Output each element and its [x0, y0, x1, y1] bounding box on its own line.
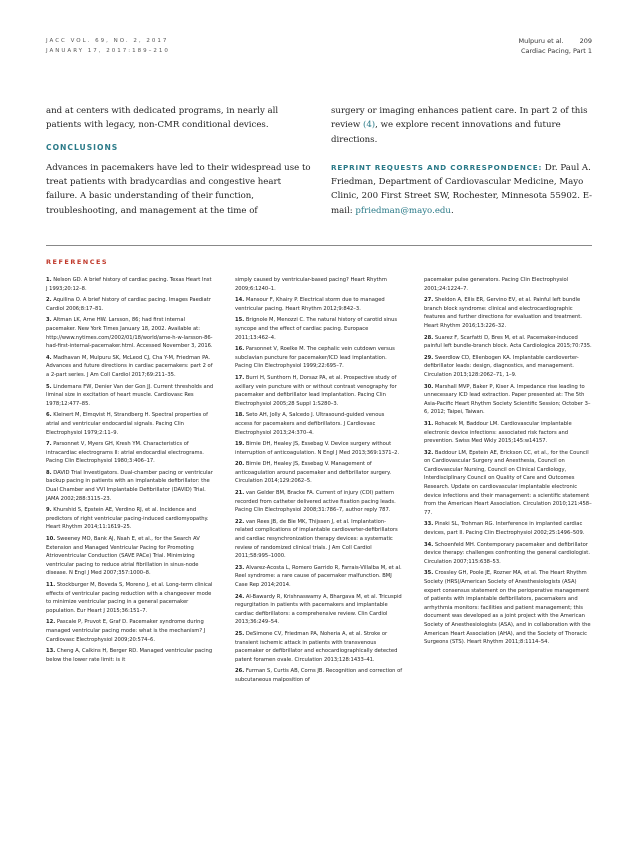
- reference-text: Cheng A, Calkins H, Berger RD. Managed ventricular pacing below the lower rate limit: is it: [46, 648, 213, 663]
- reference-text: Khurshid S, Epstein AE, Verdino RJ, et al. Incidence and predictors of right ventricular pacing-induced cardiomyopathy. Heart Rhythm 2014;11:1619–25.: [46, 507, 209, 531]
- reference-number: 23.: [235, 564, 245, 571]
- reference-item: [46, 581, 214, 615]
- reference-item: [235, 374, 403, 408]
- body-left-column: [46, 104, 312, 218]
- conclusions-paragraph: Advances in pacemakers have led to their widespread use to treat patients with bradycardias and congestive heart failure. A basic understanding of their function, troubleshooting, and management at the time of: [46, 162, 311, 216]
- body-paragraph-continued: surgery or imaging enhances patient care. In part 2 of this review (4), we explore recent innovations and future directions.: [331, 106, 588, 145]
- reference-text: Alvarez-Acosta L, Romero Garrido R, Farrais-Villalba M, et al. Reel syndrome: a rare cause of pacemaker malfunction. BMJ Case Rep 2014;2014.: [235, 564, 402, 588]
- journal-volume: JACC VOL. 69, NO. 2, 2017: [46, 38, 169, 44]
- reference-text: Birnie DH, Healey JS, Essebag V. Device surgery without interruption of anticoagulation. N Engl J Med 2013;369:1371–2.: [235, 441, 400, 456]
- reference-item: [46, 296, 214, 313]
- reference-number: 32.: [424, 449, 434, 456]
- reference-item: [424, 296, 592, 330]
- reference-text: Al-Bawardy R, Krishnaswamy A, Bhargava M, et al. Tricuspid regurgitation in patients with pacemakers and implantable cardiac defibrillators: a comprehensive review. Clin Cardiol 2013;36:249–54.: [235, 593, 402, 626]
- body-right-column: [331, 104, 593, 218]
- reference-item: [235, 440, 403, 457]
- reference-item: [46, 440, 214, 466]
- reference-number: 4.: [46, 354, 52, 361]
- reference-number: 13.: [46, 648, 56, 655]
- reference-item: [424, 569, 592, 646]
- reference-text: Furman S, Curtis AB, Corns JB. Recognition and correction of subcutaneous malposition of: [235, 668, 403, 683]
- reference-number: 27.: [424, 297, 434, 304]
- reference-text: DAVID Trial Investigators. Dual-chamber pacing or ventricular backup pacing in patients with an implantable defibrillator: the Dual Chamber and VVI Implantable Defibrillator (DAVID) Trial. JAMA 2002;288:3115–23.: [46, 469, 213, 502]
- reference-number: 26.: [235, 668, 245, 675]
- reference-number: 28.: [424, 334, 434, 341]
- conclusions-heading: CONCLUSIONS: [46, 142, 119, 152]
- running-header: [518, 37, 592, 56]
- reference-item: [235, 593, 403, 627]
- reference-item: [46, 276, 214, 293]
- reference-item: [424, 334, 592, 351]
- reference-item: [46, 411, 214, 437]
- reference-item: [46, 469, 214, 503]
- references-column-2: [235, 276, 403, 688]
- reference-item: [235, 460, 403, 486]
- reference-item: [235, 345, 403, 371]
- reference-text: Lindemans FW, Denier Van der Gon JJ. Current thresholds and liminal size in excitation of heart muscle. Cardiovasc Res 1978;12:477–85.: [46, 383, 214, 407]
- body-paragraph: and at centers with dedicated programs, in nearly all patients with legacy, non-CMR conditional devices.: [46, 106, 279, 131]
- reference-text: Seto AH, Jolly A, Salcedo J. Ultrasound-guided venous access for pacemakers and defibrillators. J Cardiovasc Electrophysiol 2013;24:370–4.: [235, 412, 385, 436]
- reference-number: 18.: [235, 412, 245, 419]
- reference-item: [235, 667, 403, 684]
- reference-number: 22.: [235, 518, 245, 525]
- reference-item: [235, 411, 403, 437]
- reference-item: [46, 383, 214, 409]
- reference-text: Mansour F, Khairy P. Electrical storm due to managed ventricular pacing. Heart Rhythm 2012;9:842–3.: [235, 297, 385, 312]
- reference-number: 16.: [235, 346, 245, 353]
- reference-text: Sweeney MO, Bank AJ, Nsah E, et al., for the Search AV Extension and Managed Ventricular Pacing for Promoting Atrioventricular Conduction (SAVE PACe) Trial. Minimizing ventricular pacing to reduce atrial fibrillation in sinus-node disease. N Engl J Med 2007;357:1000–8.: [46, 536, 200, 577]
- reprint-block: REPRINT REQUESTS AND CORRESPONDENCE: Dr. Paul A. Friedman, Department of Cardiovascular Medicine, Mayo Clinic, 200 First Street SW, Rochester, Minnesota 55902. E-mail: pfriedman@mayo.edu.: [331, 162, 593, 216]
- reference-number: 31.: [424, 420, 434, 427]
- reference-text: Baddour LM, Epstein AE, Erickson CC, et al., for the Council on Cardiovascular Surgery and Anesthesia, Council on Cardiovascular Nursing, Council on Clinical Cardiology, Interdisciplinary Council on Quality of Care and Outcomes Research. Update on cardiovascular implantable electronic device infections and their management: a scientific statement from the American Heart Association. Circulation 2010;121:458–77.: [424, 449, 592, 516]
- page-number: 209: [579, 37, 592, 45]
- references-heading: REFERENCES: [46, 258, 109, 266]
- reference-item: [46, 647, 214, 664]
- reference-text: Kleinert M, Elmqvist H, Strandberg H. Spectral properties of atrial and ventricular endocardial signals. Pacing Clin Electrophysiol 1979;2:11–9.: [46, 412, 208, 436]
- reference-number: 11.: [46, 582, 56, 588]
- reference-text: Brignole M, Menozzi C. The natural history of carotid sinus syncope and the effect of cardiac pacing. Europace 2011;13:462–4.: [235, 317, 398, 341]
- reference-item: [46, 535, 214, 578]
- reference-number: 17.: [235, 374, 245, 381]
- reference-item: [235, 630, 403, 664]
- reference-item: [235, 316, 403, 342]
- references-column-3: [424, 276, 592, 650]
- reference-item: [46, 618, 214, 644]
- reference-number: 10.: [46, 536, 56, 543]
- reference-number: 2.: [46, 297, 52, 304]
- journal-date: JANUARY 17, 2017:189–210: [46, 47, 170, 54]
- reference-number: 7.: [46, 441, 52, 448]
- reference-number: 12.: [46, 619, 56, 626]
- reference-text: van Gelder BM, Bracke FA. Current of injury (COI) pattern recorded from catheter delivered active fixation pacing leads. Pacing Clin Electrophysiol 2008;31:786–7, author reply 787.: [235, 490, 396, 514]
- reference-item: [46, 316, 214, 350]
- reference-text: Burri H, Sunthorn H, Dorsaz PA, et al. Prospective study of axillary vein puncture with or without contrast venography for pacemaker and defibrillator lead implantation. Pacing Clin Electrophysiol 2005;28 Suppl 1:S280–3.: [235, 374, 397, 407]
- reference-text: Parsonnet V, Roelke M. The cephalic vein cutdown versus subclavian puncture for pacemaker/ICD lead implantation. Pacing Clin Electrophysiol 1999;22:695–7.: [235, 346, 395, 370]
- references-column-1: [46, 276, 214, 667]
- reference-number: 34.: [424, 541, 434, 548]
- section-divider: [46, 245, 592, 246]
- reference-number: 6.: [46, 412, 52, 419]
- reference-number: 1.: [46, 277, 52, 283]
- reference-number: 33.: [424, 521, 434, 528]
- citation-link[interactable]: (4): [362, 120, 376, 131]
- reference-text: van Rees JB, de Bie MK, Thijssen J, et al. Implantation-related complications of implantable cardioverter-defibrillators and cardiac resynchronization therapy devices: a systematic review of randomized clinical trials. J Am Coll Cardiol 2011;58:995–1000.: [235, 518, 398, 560]
- running-title: Cardiac Pacing, Part 1: [520, 46, 592, 55]
- reference-item: [424, 420, 592, 446]
- reference-text: Schoenfeld MH. Contemporary pacemaker and defibrillator device therapy: challenges confronting the general cardiologist. Circulation 2007;115:638–53.: [424, 541, 590, 565]
- reference-text: Rohacek M, Baddour LM. Cardiovascular implantable electronic device infections: associated risk factors and prevention. Swiss Med Wkly 2015;145:w14157.: [424, 420, 572, 445]
- reference-number: 5.: [46, 383, 52, 390]
- reference-item: [46, 506, 214, 532]
- reference-number: 21.: [235, 490, 245, 497]
- reference-text: DeSimone CV, Friedman PA, Noheria A, et al. Stroke or transient ischemic attack in patients with transvenous pacemaker or defibrillator and echocardiographically detected patent foramen ovale. Circulation 2013;128:1433–41.: [235, 630, 398, 663]
- reference-number: 35.: [424, 570, 434, 577]
- reference-item: [235, 296, 403, 313]
- reference-number: 24.: [235, 593, 245, 600]
- reference-text: Marshall MVP, Baker P, Kiser A. Impedance rise leading to unnecessary ICD lead extraction. Paper presented at: The 5th Asia-Pacific Heart Rhythm Society Scientific Session; October 3–6, 2012; Taipei, Taiwan.: [424, 383, 591, 416]
- reference-number: 30.: [424, 383, 434, 390]
- reference-number: 14.: [235, 297, 245, 304]
- reference-number: 19.: [235, 441, 245, 448]
- reference-item: [235, 489, 403, 515]
- reference-text: Pascale P, Pruvot E, Graf D. Pacemaker syndrome during managed ventricular pacing mode: what is the mechanism? J Cardiovasc Electrophysiol 2009;20:574–6.: [46, 619, 206, 643]
- reprint-heading: REPRINT REQUESTS AND CORRESPONDENCE:: [331, 162, 543, 172]
- reference-item: [424, 276, 592, 293]
- reference-text: pacemaker pulse generators. Pacing Clin Electrophysiol 2001;24:1224–7.: [424, 277, 569, 292]
- reference-text: Aquilina O. A brief history of cardiac pacing. Images Paediatr Cardiol 2006;8:17–81.: [46, 297, 211, 312]
- reference-item: [235, 518, 403, 561]
- reference-text: Altman LK, Arne HW. Larsson, 86; had first internal pacemaker. New York Times January 18, 2002. Available at: http://www.nytimes.com/2002/01/18/world/arne-h-w-larsson-86-had-first-internal-pacemaker.html. Accessed November 3, 2016.: [46, 317, 213, 350]
- reference-text: Suarez F, Scarfatti D, Bres M, et al. Pacemaker-induced painful left bundle-branch block. Acta Cardiologica 2015;70:735.: [424, 334, 592, 350]
- reference-text: Madhavan M, Mulpuru SK, McLeod CJ, Cha Y-M, Friedman PA. Advances and future directions in cardiac pacemakers: part 2 of a 2-part series. J Am Coll Cardiol 2017;69:211–35.: [46, 354, 213, 378]
- reference-number: 9.: [46, 507, 52, 514]
- reference-text: Crossley GH, Poole JE, Rozner MA, et al. The Heart Rhythm Society (HRS)/American Society of Anesthesiologists (ASA) expert consensus statement on the perioperative management of patients with implantable defibrillators, pacemakers and arrhythmia monitors: facilities and patient management; this document was developed as a joint project with the American Society of Anesthesiologists (ASA), and in collaboration with the American Heart Association (AHA), and the Society of Thoracic Surgeons (STS). Heart Rhythm 2011;8:1114–54.: [424, 570, 591, 646]
- reference-text: Sheldon A, Ellis ER, Gervino EV, et al. Painful left bundle branch block syndrome: clinical and electrocardiographic features and further directions for evaluation and treatment. Heart Rhythm 2016;13:226–32.: [424, 297, 582, 329]
- reference-text: Nelson GD. A brief history of cardiac pacing. Texas Heart Inst J 1993;20:12–8.: [46, 277, 212, 292]
- reference-item: [424, 520, 592, 537]
- reference-text: simply caused by ventricular-based pacing? Heart Rhythm 2009;6:1240–1.: [235, 277, 387, 292]
- reference-number: 8.: [46, 469, 52, 476]
- email-link[interactable]: pfriedman@mayo.edu: [355, 205, 451, 216]
- header-authors: Mulpuru et al.: [518, 37, 564, 45]
- reference-number: 20.: [235, 461, 245, 468]
- journal-header: [46, 37, 170, 56]
- reference-item: [424, 383, 592, 417]
- reference-number: 3.: [46, 317, 52, 324]
- reference-text: Birnie DH, Healey JS, Essebag V. Management of anticoagulation around pacemaker and defibrillator surgery. Circulation 2014;129:2062–5.: [235, 461, 392, 485]
- reference-text: Parsonnet V, Myers GH, Kresh YM. Characteristics of intracardiac electrograms II: atrial endocardial electrograms. Pacing Clin Electrophysiol 1980;3:406–17.: [46, 441, 204, 465]
- reference-text: Swerdlow CD, Ellenbogen KA. Implantable cardioverter-defibrillator leads: design, diagnostics, and management. Circulation 2013;128:2062–71, 1–9.: [424, 354, 579, 378]
- reference-number: 15.: [235, 317, 245, 324]
- reference-text: Pinski SL, Trohman RG. Interference in implanted cardiac devices, part II. Pacing Clin Electrophysiol 2002;25:1496–509.: [424, 521, 585, 537]
- reference-item: [235, 564, 403, 590]
- reference-item: [46, 354, 214, 380]
- reference-item: [424, 449, 592, 518]
- reference-item: [424, 354, 592, 380]
- reference-number: 29.: [424, 354, 434, 361]
- reference-text: Stockburger M, Boveda S, Moreno J, et al. Long-term clinical effects of ventricular pacing reduction with a changeover mode to minimize ventricular pacing in a general pacemaker population. Eur Heart J 2015;36:151–7.: [46, 582, 213, 614]
- reference-item: [424, 541, 592, 567]
- reference-item: [235, 276, 403, 293]
- reference-number: 25.: [235, 630, 245, 637]
